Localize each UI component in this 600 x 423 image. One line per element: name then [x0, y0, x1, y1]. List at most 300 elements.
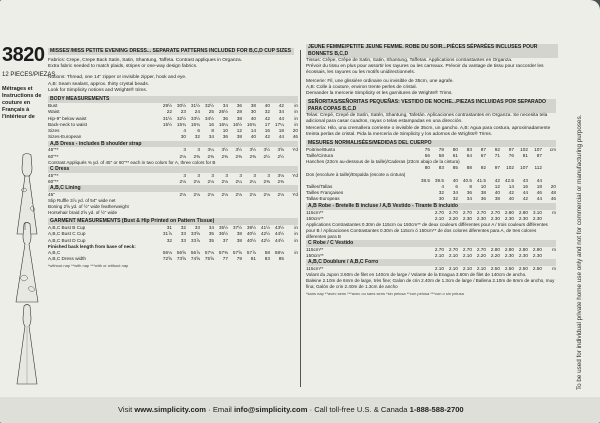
cell-value: 42½: [260, 237, 270, 243]
cell-value: 78: [438, 146, 444, 152]
dress-sketch-c: [8, 300, 46, 390]
row-label: 45": [48, 192, 55, 198]
row-label: Tailles/Tallas: [306, 183, 333, 189]
cell-value: 33⅝: [190, 231, 200, 237]
cell-value: 42.5: [504, 177, 514, 183]
garment-measurements-table: [48, 225, 298, 244]
cell-value: [284, 154, 298, 160]
row-label: Poitrine/Busto: [306, 146, 336, 152]
cell-value: 2¼: [235, 179, 242, 185]
fr-ask-text: Demander la mercerie Simplicity et les garnitures de Wrights® Trims.: [306, 91, 453, 97]
cell-value: 2.80: [504, 246, 514, 252]
cell-value: 3½: [235, 147, 242, 153]
look-text: Look for Simplicity notions and Wrights® trims.: [48, 87, 148, 93]
cell-value: 35: [208, 237, 214, 243]
cell-value: 2.80: [518, 209, 528, 215]
cell-value: 97: [508, 146, 514, 152]
row-label: A,B,C Bust C Cup: [48, 231, 86, 237]
cell-value: 29½: [162, 103, 172, 109]
cell-value: 79: [236, 256, 242, 262]
cell-value: 2.10: [448, 253, 458, 259]
cell-value: 74⅝: [190, 256, 200, 262]
cell-value: 40: [494, 190, 500, 196]
cell-value: 81: [522, 153, 528, 159]
cell-value: 32: [180, 225, 186, 231]
cell-value: 2.30: [518, 253, 528, 259]
c-dress-table: [48, 173, 298, 186]
cell-value: 36: [222, 115, 228, 121]
cell-value: 34: [466, 196, 472, 202]
cell-value: 57⅞: [246, 249, 256, 255]
es-merceria-text: Mercería: Hilo, una cremallera corriente o invisible de 35cm, un gancho. A,B: Agua para costura, aproximadamente treinta perlas de cristal. Pida la mercería de Simplicity y los adornos de Wrights® Trims.: [306, 125, 551, 137]
cell-value: 2⅛: [207, 179, 214, 185]
cell-value: in: [294, 237, 298, 243]
cell-value: 92: [494, 146, 500, 152]
cell-value: 3½: [221, 147, 228, 153]
cell-value: 2.10: [476, 266, 486, 272]
cell-value: 33: [194, 225, 200, 231]
cell-value: 58⅛: [274, 249, 284, 255]
cell-value: 2⅛: [179, 153, 186, 159]
cell-value: 2⅛: [179, 192, 186, 198]
dress-sketch-b: [8, 218, 46, 308]
cell-value: 36: [466, 190, 472, 196]
cell-value: 31: [166, 225, 172, 231]
cell-value: 48: [550, 190, 556, 196]
cell-value: 40½: [246, 237, 256, 243]
cell-value: 3: [225, 172, 228, 178]
fr-c-table: [306, 247, 556, 260]
cell-value: 83: [438, 165, 444, 171]
row-label: A,B,C Bust B Cup: [48, 225, 86, 231]
cell-value: 34: [208, 225, 214, 231]
cell-value: m: [552, 209, 556, 215]
cell-value: 2.30: [532, 253, 542, 259]
cell-value: 40: [508, 196, 514, 202]
table-row: [48, 238, 298, 244]
cell-value: 31½: [190, 103, 200, 109]
cell-value: 32: [264, 109, 270, 115]
cell-value: 2.80: [504, 209, 514, 215]
cell-value: 57⅝: [232, 249, 242, 255]
cell-value: 38: [480, 190, 486, 196]
cell-value: 3: [183, 172, 186, 178]
cell-value: 107: [520, 165, 528, 171]
cell-value: 44: [278, 115, 284, 121]
hanches-label: Hanches (23cm au-dessous de la taille)/Caderas (23cm abajo de la cintura): [306, 159, 460, 165]
cell-value: 3: [183, 147, 186, 153]
cell-value: 3⅛: [277, 172, 284, 178]
cell-value: 2⅜: [221, 153, 228, 159]
fr-footnote: *sans nap **avec sens ***avec ou sans sens *sin pelusa **con pelusa ***con o sin pelusa: [306, 291, 464, 297]
cell-value: 36: [480, 196, 486, 202]
extra-fabric-text: Extra fabric needed to match plaids, stripes or one-way design fabrics.: [48, 64, 198, 70]
cell-value: 57⅛: [204, 249, 214, 255]
cell-value: 35½: [218, 225, 228, 231]
cell-value: 42: [278, 103, 284, 109]
cell-value: in: [294, 109, 298, 115]
cell-value: 44: [536, 196, 542, 202]
cell-value: 2.30: [490, 215, 500, 221]
cell-value: 22: [166, 109, 172, 115]
cell-value: 2.20: [490, 253, 500, 259]
fr-c-header: C Robe / C Vestido: [306, 240, 556, 247]
cell-value: 83: [264, 256, 270, 262]
notions-text: Notions: Thread, one 14" zipper or invisible zipper, hook and eye.: [48, 75, 187, 81]
cell-value: 39.5: [434, 177, 444, 183]
cell-value: 30: [438, 196, 444, 202]
cell-value: [284, 179, 298, 185]
cell-value: 2⅛: [249, 192, 256, 198]
cell-value: 2.10: [448, 266, 458, 272]
cell-value: 4: [441, 183, 444, 189]
cell-value: in: [294, 225, 298, 231]
cell-value: 2.80: [490, 246, 500, 252]
contrast-appliques-text: Contrast Appliqués ⅜ yd. of 45" or 60"** each in two colors for A, three colors for B: [48, 159, 216, 165]
cell-value: 56: [424, 153, 430, 159]
cell-value: 33: [180, 237, 186, 243]
cell-value: 38: [494, 196, 500, 202]
cell-value: 30: [250, 109, 256, 115]
cell-value: 39½: [246, 225, 256, 231]
cell-value: 17¼: [274, 121, 284, 127]
cell-value: 3: [267, 172, 270, 178]
row-label: Back-neck to waist: [48, 121, 88, 127]
cell-value: 2.30: [476, 215, 486, 221]
cell-value: 36: [222, 134, 228, 140]
cell-value: 2.30: [504, 215, 514, 221]
cell-value: 36½: [218, 231, 228, 237]
cell-value: 2.70: [434, 246, 444, 252]
boning-text: Boning 2⅝ yd. of ½" wide featherweight: [48, 204, 129, 210]
finished-length-table: [48, 250, 298, 263]
fr-volant-text: Volant du Jupon 3.60m de filet en 140cm de large / Volante de la Enagua 3.60m de filet de 140cm de ancho.: [306, 272, 527, 278]
cell-value: 2⅛: [277, 192, 284, 198]
row-label: Taille/Cintura: [306, 153, 334, 159]
cell-value: in: [294, 115, 298, 121]
slip-ruffle-text: Slip Ruffle 3⅞ yd. of 54" wide net: [48, 198, 116, 204]
cell-value: 2.10: [462, 253, 472, 259]
cell-value: 8: [211, 128, 214, 134]
cell-value: 75⅝: [204, 256, 214, 262]
cell-value: 15¾: [176, 121, 186, 127]
cell-value: 2.30: [518, 215, 528, 221]
cell-value: 31⅞: [162, 231, 172, 237]
cell-value: 87: [536, 153, 542, 159]
cell-value: 75: [424, 146, 430, 152]
fr-mercerie-text: Mercerie: Fil, une glissière ordinaire ou invisible de 35cm, une agrafe.: [306, 78, 454, 84]
cell-value: m: [552, 246, 556, 252]
cell-value: 2.10: [434, 266, 444, 272]
cell-value: 40: [250, 134, 256, 140]
footer-call-label: · Call toll-free U.S. & Canada: [307, 405, 410, 414]
cell-value: 32½: [204, 103, 214, 109]
cell-value: 41½: [260, 225, 270, 231]
fr-ab-table: [306, 210, 556, 223]
cell-value: 31½: [162, 115, 172, 121]
cell-value: 57⅜: [218, 249, 228, 255]
c-dress-header: C Dress: [48, 166, 298, 173]
row-label: 60"**: [48, 153, 59, 159]
cell-value: 16: [264, 128, 270, 134]
cell-value: 88: [466, 165, 472, 171]
cell-value: 34: [222, 103, 228, 109]
cell-value: 3½: [263, 147, 270, 153]
ab-dress-header: A,B Dress - includes B shoulder strap: [48, 141, 298, 148]
cell-value: 40½: [246, 231, 256, 237]
cell-value: in: [294, 231, 298, 237]
cell-value: 2⅜: [235, 153, 242, 159]
cell-value: 38: [236, 134, 242, 140]
cell-value: 16¼: [218, 121, 228, 127]
row-label: 60"**: [48, 179, 59, 185]
cell-value: 2⅜: [263, 179, 270, 185]
row-label: Tallas-Europeas: [306, 196, 340, 202]
fr-ab-header: A,B Robe - Bretelle B incluse / A,B Vestido - Tirante B incluido: [306, 203, 556, 210]
cell-value: 24: [194, 109, 200, 115]
cell-value: 6: [197, 128, 200, 134]
cell-value: 2.10: [462, 266, 472, 272]
horsehair-text: Horsehair braid 2⅝ yd. of ½" wide: [48, 210, 118, 216]
footer-visit-label: Visit: [118, 405, 135, 414]
finished-length-label: Finished back length from base of neck:: [48, 243, 136, 249]
cell-value: 3: [253, 172, 256, 178]
cell-value: 87: [480, 146, 486, 152]
phone-number: 1-888-588-2700: [409, 405, 464, 414]
cell-value: 34: [278, 109, 284, 115]
cell-value: 2⅛: [263, 192, 270, 198]
cell-value: 33⅞: [190, 237, 200, 243]
cell-value: 42½: [260, 231, 270, 237]
cell-value: 12: [494, 183, 500, 189]
email-link[interactable]: info@simplicity.com: [233, 405, 308, 414]
cell-value: 42: [494, 177, 500, 183]
cell-value: 8: [469, 183, 472, 189]
english-column: [48, 58, 298, 269]
cell-value: 44½: [274, 237, 284, 243]
pattern-number: 3820: [2, 44, 45, 66]
cell-value: [542, 253, 556, 259]
cell-value: 76: [508, 153, 514, 159]
column-divider: [300, 50, 301, 387]
cell-value: 42: [508, 190, 514, 196]
cell-value: 40: [264, 103, 270, 109]
cell-value: 3: [197, 172, 200, 178]
footer-contact: [118, 405, 464, 414]
cell-value: 2.70: [462, 246, 472, 252]
cell-value: 3: [239, 172, 242, 178]
cell-value: 46: [536, 190, 542, 196]
cell-value: 2.70: [434, 209, 444, 215]
cell-value: [542, 153, 556, 159]
usage-side-note-text: To be used for individual private home use only and not for commercial or manufacturing purposes.: [576, 114, 583, 390]
cell-value: 102: [520, 146, 528, 152]
cell-value: 71: [494, 153, 500, 159]
cell-value: 2¼: [249, 179, 256, 185]
row-label: Hip-9" below waist: [48, 115, 87, 121]
cell-value: 3½: [249, 147, 256, 153]
cell-value: 20: [550, 183, 556, 189]
cell-value: 67: [480, 153, 486, 159]
french-spanish-column: [306, 58, 556, 297]
fr-ab-text: A,B: Colle à couture, environ trente perles de cristal.: [306, 84, 417, 90]
cell-value: 14: [250, 128, 256, 134]
cell-value: 26½: [218, 109, 228, 115]
cell-value: 92: [480, 165, 486, 171]
cell-value: 112: [534, 165, 542, 171]
cell-value: 2.30: [504, 253, 514, 259]
lining-header: A,B,C Lining: [48, 185, 298, 192]
row-label: Waist: [48, 109, 60, 115]
cell-value: 46: [550, 196, 556, 202]
cell-value: 2.30: [462, 215, 472, 221]
row-label: 150cm**: [306, 215, 324, 221]
cell-value: cm: [549, 146, 556, 152]
cell-value: 20: [292, 128, 298, 134]
cell-value: 107: [534, 146, 542, 152]
cell-value: 2⅜: [193, 153, 200, 159]
cell-value: 85: [452, 165, 458, 171]
row-label: 115cm**: [306, 246, 324, 252]
cell-value: 2.70: [476, 246, 486, 252]
cell-value: 40: [452, 177, 458, 183]
cell-value: 2⅛: [179, 179, 186, 185]
cell-value: 15¾: [190, 121, 200, 127]
cell-value: 32: [166, 237, 172, 243]
ab-notions-text: A,B: Seam sealant, approx. thirty crystal beads.: [48, 81, 150, 87]
cell-value: 38.5: [420, 177, 430, 183]
cell-value: 30½: [176, 103, 186, 109]
row-label: 115cm**: [306, 209, 324, 215]
cell-value: 85: [278, 256, 284, 262]
cell-value: 2⅛: [235, 192, 242, 198]
cell-value: 32: [194, 134, 200, 140]
cell-value: 42: [522, 196, 528, 202]
cell-value: 77: [222, 256, 228, 262]
row-label: 150cm**: [306, 253, 324, 259]
cell-value: 2.10: [434, 253, 444, 259]
row-label: Sizes: [48, 128, 60, 134]
cell-value: 35: [208, 231, 214, 237]
cell-value: 32: [452, 196, 458, 202]
cell-value: Yd: [292, 147, 298, 153]
cell-value: m: [552, 266, 556, 272]
cell-value: [542, 165, 556, 171]
english-footnote: *without nap **with nap ***with or without nap: [48, 263, 129, 269]
cell-value: 61: [452, 153, 458, 159]
cell-value: 2.70: [476, 209, 486, 215]
cell-value: 2.50: [490, 266, 500, 272]
cell-value: in: [294, 249, 298, 255]
cell-value: 46: [292, 134, 298, 140]
cell-value: 41.5: [476, 177, 486, 183]
cell-value: 23: [180, 109, 186, 115]
es-title: SEÑORITAS/SEÑORITAS PEQUEÑAS: VESTIDO DE NOCHE...PIEZAS INCLUIDAS POR SEPARADO PARA COPAS B,C,D: [306, 99, 556, 113]
cell-value: 56⅞: [190, 249, 200, 255]
cell-value: 44½: [274, 231, 284, 237]
cell-value: 2.50: [504, 266, 514, 272]
website-link[interactable]: www.simplicity.com: [134, 405, 207, 414]
body-measurements-table: [48, 103, 298, 141]
ab-dress-table: [48, 147, 298, 160]
cell-value: 42: [264, 134, 270, 140]
cell-value: 2.70: [490, 209, 500, 215]
fr-appliques-text: Applications Contrastantes 0.30m de 115cm ou 150cm** de deux couleurs différentes pour A / trois couleurs différentes pour B / Aplicaciones Contrastantes 0.30m de 115cm ó 150cm** de dos colores diferentes para A, de tres colores diferentes para B: [306, 222, 548, 239]
row-label: 45"**: [48, 147, 59, 153]
cell-value: 16½: [232, 121, 242, 127]
fr-extra-text: Prévoir du tissu en plus pour assortir les rayures ou les carreaux. Prévoir du vantage de tissu pour raccorder les écossais, les rayures ou les motifs unidirectionnels.: [306, 64, 544, 76]
cell-value: 18: [278, 128, 284, 134]
cell-value: 34: [452, 190, 458, 196]
es-telas-text: Telas: Crepé, Crepé de Satín, Satén, Shantung, Tafetán. Aplicaciones contrastantes en Organza. Se necesita tela adicional para casar cuadros, rayas o telas estampadas en una dirección.: [306, 113, 548, 125]
cell-value: 33½: [190, 115, 200, 121]
cell-value: 40: [250, 115, 256, 121]
cell-value: 10: [480, 183, 486, 189]
fr-baleine-text: Baleine 2.10m de 6mm de large, très fine; Galon de crin 2.40m de 1.3cm de large / Ballena 2.10m de 6mm de ancho, muy fina; Galón de crin 2.40m de 1.3cm de ancho: [306, 278, 555, 290]
cell-value: 40.5: [462, 177, 472, 183]
cell-value: 81: [250, 256, 256, 262]
cell-value: 42: [264, 115, 270, 121]
cell-value: 2.70: [462, 209, 472, 215]
fr-measurements-header: MESURES NORMALISÉES/MEDIDAS DEL CUERPO: [306, 140, 556, 147]
cell-value: 16¾: [246, 121, 256, 127]
cell-value: 2.30: [532, 215, 542, 221]
cell-value: 2⅛: [221, 179, 228, 185]
cell-value: 28: [236, 109, 242, 115]
cell-value: 2.20: [448, 215, 458, 221]
row-label: A,B,C: [48, 249, 61, 255]
cell-value: 73⅝: [176, 256, 186, 262]
garment-measurements-header: GARMENT MEASUREMENTS (Bust & Hip Printed on Pattern Tissue): [48, 218, 298, 225]
cell-value: 80: [452, 146, 458, 152]
cell-value: 37: [222, 237, 228, 243]
cell-value: 10: [222, 128, 228, 134]
usage-side-note: [566, 74, 583, 394]
cell-value: 102: [506, 165, 514, 171]
cell-value: 44: [278, 134, 284, 140]
cell-value: 2.20: [476, 253, 486, 259]
cell-value: 64: [466, 153, 472, 159]
cell-value: Yd: [292, 192, 298, 198]
cell-value: 56⅝: [176, 249, 186, 255]
cell-value: 58: [264, 249, 270, 255]
cell-value: 38: [236, 115, 242, 121]
table-row: [48, 256, 298, 262]
cell-value: in: [294, 103, 298, 109]
cell-value: 3: [211, 172, 214, 178]
cell-value: 16: [208, 121, 214, 127]
title-french: JEUNE FEMME/PETITE JEUNE FEMME. ROBE DU SOIR...PIÈCES SÉPARÉES INCLUSES POUR BONNETS B,C,D: [306, 44, 558, 58]
cell-value: 58: [438, 153, 444, 159]
cell-value: 25: [208, 109, 214, 115]
title-english: MISSES'/MISS PETITE EVENING DRESS... SEPARATE PATTERNS INCLUDED FOR B,C,D CUP SIZES: [48, 48, 294, 55]
cell-value: 2½: [263, 153, 270, 159]
cell-value: 2.50: [532, 266, 542, 272]
cell-value: 2⅜: [207, 153, 214, 159]
row-label: Tailles Françaises: [306, 190, 344, 196]
cell-value: 16: [522, 183, 528, 189]
cell-value: 32: [438, 190, 444, 196]
cell-value: 12: [236, 128, 242, 134]
cell-value: 44: [522, 190, 528, 196]
cell-value: 3¼: [207, 147, 214, 153]
cell-value: 4: [183, 128, 186, 134]
pieces-count: 12 PIECES/PIEZAS: [2, 72, 56, 78]
fabrics-text: Fabrics: Crepe, Crepe Back Satin, Satin, Shantung, Taffeta. Contrast appliques in Organza.: [48, 58, 242, 63]
cell-value: 6: [455, 183, 458, 189]
row-label: A,B,C Dress width: [48, 256, 87, 262]
row-label: 115cm**: [306, 266, 324, 272]
